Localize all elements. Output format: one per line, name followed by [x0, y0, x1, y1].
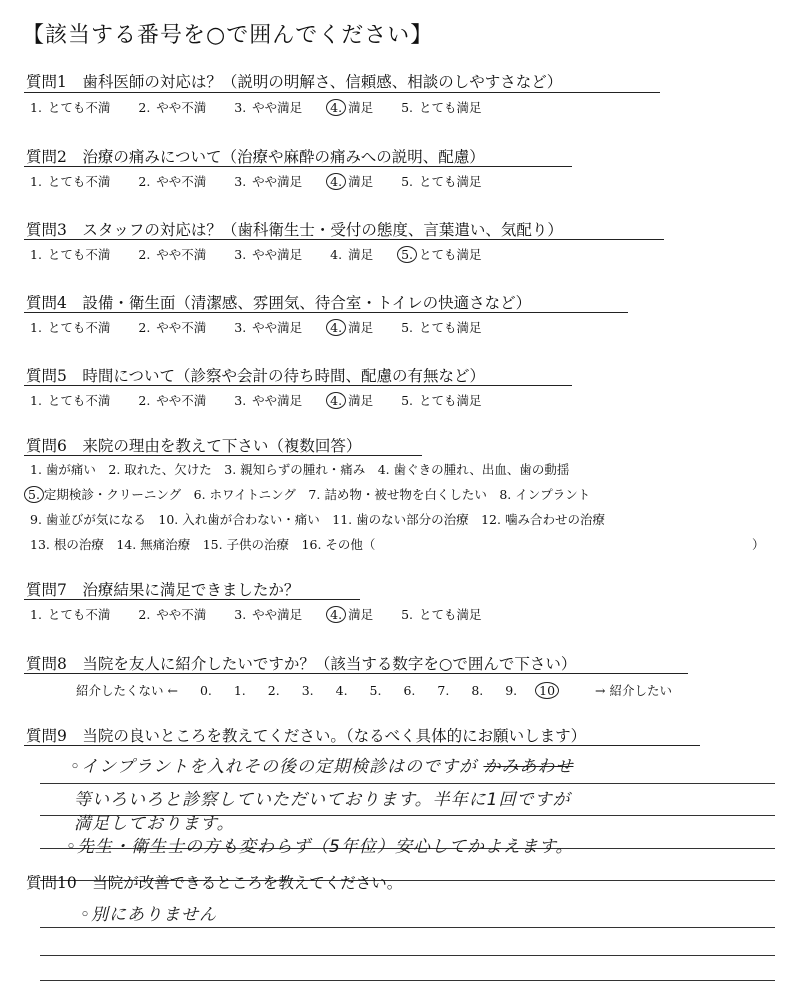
answer-line	[40, 980, 775, 981]
q2-option-5[interactable]: 5. とても満足	[401, 174, 482, 189]
q5-option-4-selected[interactable]: 4. 満足	[330, 391, 373, 409]
q3-option-2[interactable]: 2. やや不満	[138, 247, 207, 262]
q1-options	[30, 98, 503, 116]
q8-scale-4[interactable]: 4.	[335, 683, 348, 698]
answer-line	[40, 783, 775, 784]
q9-underline	[24, 745, 700, 746]
q6-row-1[interactable]: 1. 歯が痛い 2. 取れた、欠けた 3. 親知らずの腫れ・痛み 4. 歯ぐきの腫れ、出血、歯の動揺	[30, 462, 570, 477]
q2-label: 質問2 治療の痛みについて（治療や麻酔の痛みへの説明、配慮）	[26, 148, 485, 166]
q1-label: 質問1 歯科医師の対応は？（説明の明解さ、信頼感、相談のしやすさなど）	[26, 73, 563, 91]
answer-line	[40, 927, 775, 928]
q6-row-4[interactable]: 13. 根の治療 14. 無痛治療 15. 子供の治療 16. その他（	[30, 537, 376, 552]
q1-option-1[interactable]: 1. とても不満	[30, 100, 111, 115]
q8-scale	[76, 681, 690, 699]
q6-row-4-close: ）	[752, 537, 765, 552]
q5-option-1[interactable]: 1. とても不満	[30, 393, 111, 408]
q1-underline	[24, 92, 660, 93]
q5-options	[30, 391, 503, 409]
q5-option-5[interactable]: 5. とても満足	[401, 393, 482, 408]
q2-underline	[24, 166, 572, 167]
q9-answer-line-1	[70, 752, 573, 777]
q9-answer-line-3: 満足しております。	[74, 814, 235, 834]
answer-line	[40, 955, 775, 956]
q6-underline	[24, 455, 422, 456]
q8-scale-8[interactable]: 8.	[471, 683, 484, 698]
q6-row-2[interactable]	[30, 485, 590, 503]
selection-circle: 5.	[397, 246, 417, 263]
q3-option-3[interactable]: 3. やや満足	[234, 247, 303, 262]
q4-option-5[interactable]: 5. とても満足	[401, 320, 482, 335]
selection-circle: 4.	[326, 99, 346, 116]
q8-label: 質問8 当院を友人に紹介したいですか？（該当する数字を○で囲んで下さい）	[26, 655, 577, 673]
q2-option-1[interactable]: 1. とても不満	[30, 174, 111, 189]
q2-option-2[interactable]: 2. やや不満	[138, 174, 207, 189]
q7-option-1[interactable]: 1. とても不満	[30, 607, 111, 622]
q5-label: 質問5 時間について（診察や会計の待ち時間、配慮の有無など）	[26, 367, 486, 385]
q7-option-4-selected[interactable]: 4. 満足	[330, 605, 373, 623]
q4-underline	[24, 312, 628, 313]
q5-option-2[interactable]: 2. やや不満	[138, 393, 207, 408]
q8-underline	[24, 673, 688, 674]
struck-text: かみあわせ	[483, 757, 574, 777]
q5-underline	[24, 385, 572, 386]
q7-options	[30, 605, 503, 623]
q9-label: 質問9 当院の良いところを教えてください。（なるべく具体的にお願いします）	[26, 727, 587, 745]
q10-answer-line-1: ◦別にありません	[80, 905, 218, 925]
q8-scale-2[interactable]: 2.	[267, 683, 280, 698]
q4-option-2[interactable]: 2. やや不満	[138, 320, 207, 335]
q1-option-4-selected[interactable]: 4. 満足	[330, 98, 373, 116]
q7-underline	[24, 599, 360, 600]
q8-left-label: 紹介したくない ←	[76, 683, 178, 698]
q8-scale-1[interactable]: 1.	[233, 683, 246, 698]
q3-option-1[interactable]: 1. とても不満	[30, 247, 111, 262]
q6-row-3[interactable]: 9. 歯並びが気になる 10. 入れ歯が合わない・痛い 11. 歯のない部分の治療 12. 噛み合わせの治療	[30, 512, 605, 527]
q1-option-2[interactable]: 2. やや不満	[138, 100, 207, 115]
q8-scale-9[interactable]: 9.	[505, 683, 518, 698]
q8-scale-7[interactable]: 7.	[437, 683, 450, 698]
q9-answer-text: ◦インプラントを入れその後の定期検診はのですが	[70, 757, 478, 777]
q9-answer-line-2: 等いろいろと診察していただいております。半年に1回ですが	[74, 790, 571, 810]
q1-option-3[interactable]: 3. やや満足	[234, 100, 303, 115]
page-header: 【該当する番号を○で囲んでください】	[22, 23, 434, 48]
q2-options	[30, 172, 503, 190]
q4-option-1[interactable]: 1. とても不満	[30, 320, 111, 335]
selection-circle: 4.	[326, 392, 346, 409]
q9-answer-line-4: ◦先生・衛生士の方も変わらず（5年位）安心してかよえます。	[66, 837, 574, 857]
q8-scale-5[interactable]: 5.	[369, 683, 382, 698]
q2-option-4-selected[interactable]: 4. 満足	[330, 172, 373, 190]
q8-right-label: → 紹介したい	[595, 683, 672, 698]
q8-scale-10-selected[interactable]: 10	[535, 682, 559, 699]
q6-row-2-text: 定期検診・クリーニング 6. ホワイトニング 7. 詰め物・被せ物を白くしたい 8. インプラント	[39, 487, 591, 502]
q4-option-3[interactable]: 3. やや満足	[234, 320, 303, 335]
q3-label: 質問3 スタッフの対応は？（歯科衛生士・受付の態度、言葉遣い、気配り）	[26, 221, 563, 239]
q8-scale-6[interactable]: 6.	[403, 683, 416, 698]
q7-label: 質問7 治療結果に満足できましたか？	[26, 581, 300, 599]
q2-option-3[interactable]: 3. やや満足	[234, 174, 303, 189]
q7-option-3[interactable]: 3. やや満足	[234, 607, 303, 622]
q10-label: 質問10 当院が改善できるところを教えてください。	[26, 874, 403, 892]
q7-option-5[interactable]: 5. とても満足	[401, 607, 482, 622]
selection-circle: 4.	[326, 173, 346, 190]
selection-circle: 5.	[24, 486, 44, 503]
q7-option-2[interactable]: 2. やや不満	[138, 607, 207, 622]
selection-circle: 4.	[326, 606, 346, 623]
q3-option-4[interactable]: 4. 満足	[330, 247, 374, 262]
q8-scale-0[interactable]: 0.	[199, 683, 212, 698]
q3-option-5-selected[interactable]: 5. とても満足	[401, 245, 481, 263]
q8-scale-3[interactable]: 3.	[301, 683, 314, 698]
q5-option-3[interactable]: 3. やや満足	[234, 393, 303, 408]
q1-option-5[interactable]: 5. とても満足	[401, 100, 482, 115]
q4-label: 質問4 設備・衛生面（清潔感、雰囲気、待合室・トイレの快適さなど）	[26, 294, 532, 312]
q4-options	[30, 318, 503, 336]
q3-underline	[24, 239, 664, 240]
q6-label: 質問6 来院の理由を教えて下さい（複数回答）	[26, 437, 362, 455]
selection-circle: 4.	[326, 319, 346, 336]
q4-option-4-selected[interactable]: 4. 満足	[330, 318, 373, 336]
q3-options	[30, 245, 503, 263]
